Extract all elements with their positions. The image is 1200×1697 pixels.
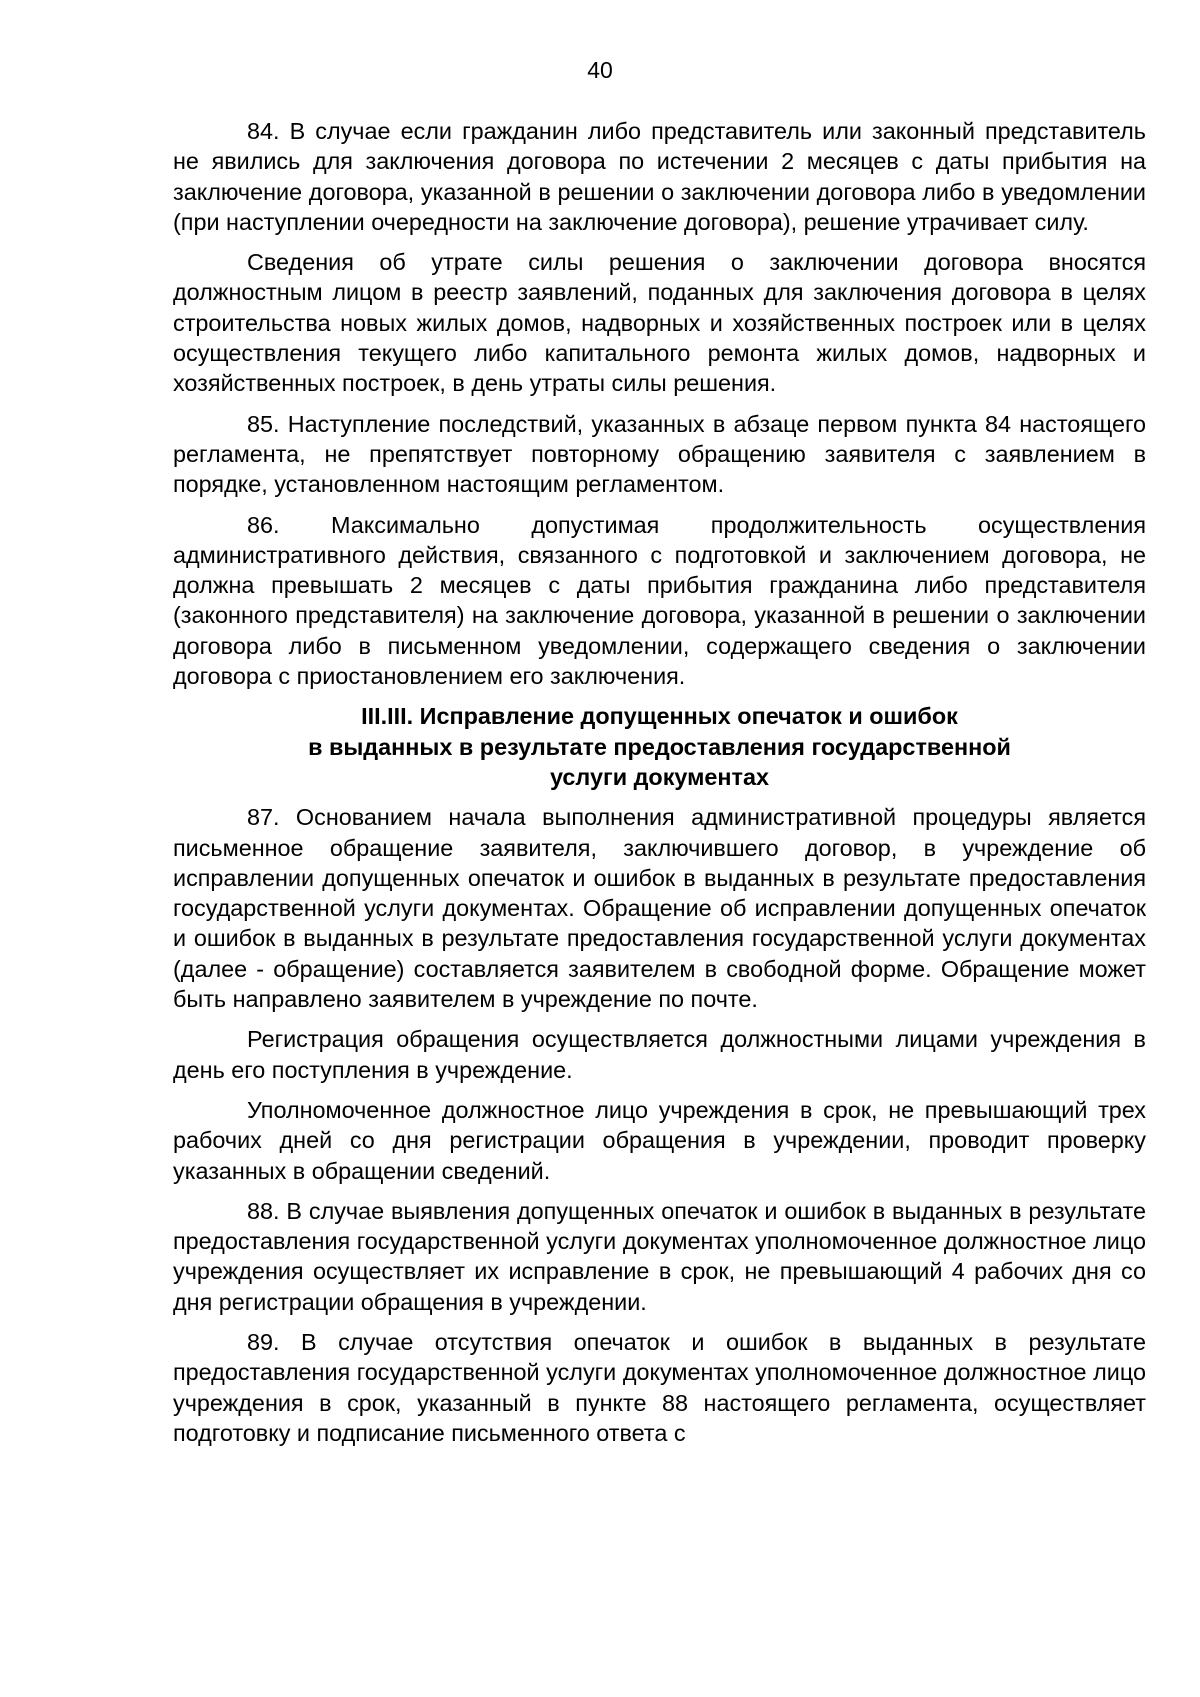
page-number: 40 [587,57,613,83]
paragraph-86: 86. Максимально допустимая продолжительность осуществления административного действия, связанного с подготовкой и заключением договора, не должна превышать 2 месяцев с даты прибытия гражданина либо представителя (законного представителя) на заключение договора, указанной в решении о заключении договора либо в письменном уведомлении, содержащего сведения о заключении договора с приостановлением его заключения. [173,511,1146,690]
paragraph-87: 87. Основанием начала выполнения административной процедуры является письменное обращение заявителя, заключившего договор, в учреждение об исправлении допущенных опечаток и ошибок в выданных в результате предоставления государственной услуги документах. Обращение об исправлении допущенных опечаток и ошибок в выданных в результате предоставления государственной услуги документах (далее - обращение) составляется заявителем в свободной форме. Обращение может быть направлено заявителем в учреждение по почте. [173,804,1146,1013]
paragraph-84: 84. В случае если гражданин либо представитель или законный представитель не явились для заключения договора по истечении 2 месяцев с даты прибытия на заключение договора, указанной в решении о заключении договора либо в уведомлении (при наступлении очередности на заключение договора), решение утрачивает силу. [173,118,1146,235]
section-heading-line-2: в выданных в результате предоставления государственной [308,733,1011,760]
section-heading [173,701,1146,792]
paragraph-89: 89. В случае отсутствия опечаток и ошибок в выданных в результате предоставления государственной услуги документах уполномоченное должностное лицо учреждения в срок, указанный в пункте 88 настоящего регламента, осуществляет подготовку и подписание письменного ответа с [173,1328,1146,1446]
document-body [173,116,1146,1458]
paragraph-85: 85. Наступление последствий, указанных в абзаце первом пункта 84 настоящего регламента, не препятствует повторному обращению заявителя с заявлением в порядке, установленном настоящим регламентом. [173,410,1146,498]
paragraph-87-registration: Регистрация обращения осуществляется должностными лицами учреждения в день его поступления в учреждение. [173,1026,1146,1083]
section-heading-line-3: услуги документах [549,763,770,790]
paragraph-84-continuation: Сведения об утрате силы решения о заключении договора вносятся должностным лицом в реестр заявлений, поданных для заключения договора в целях строительства новых жилых домов, надворных и хозяйственных построек или в целях осуществления текущего либо капитального ремонта жилых домов, надворных и хозяйственных построек, в день утраты силы решения. [173,249,1146,397]
paragraph-87-verification: Уполномоченное должностное лицо учреждения в срок, не превышающий трех рабочих дней со дня регистрации обращения в учреждении, проводит проверку указанных в обращении сведений. [173,1096,1146,1184]
section-heading-line-1: III.III. Исправление допущенных опечаток и ошибок [361,703,958,730]
paragraph-88: 88. В случае выявления допущенных опечаток и ошибок в выданных в результате предоставления государственной услуги документах уполномоченное должностное лицо учреждения осуществляет их исправление в срок, не превышающий 4 рабочих дня со дня регистрации обращения в учреждении. [173,1197,1146,1315]
